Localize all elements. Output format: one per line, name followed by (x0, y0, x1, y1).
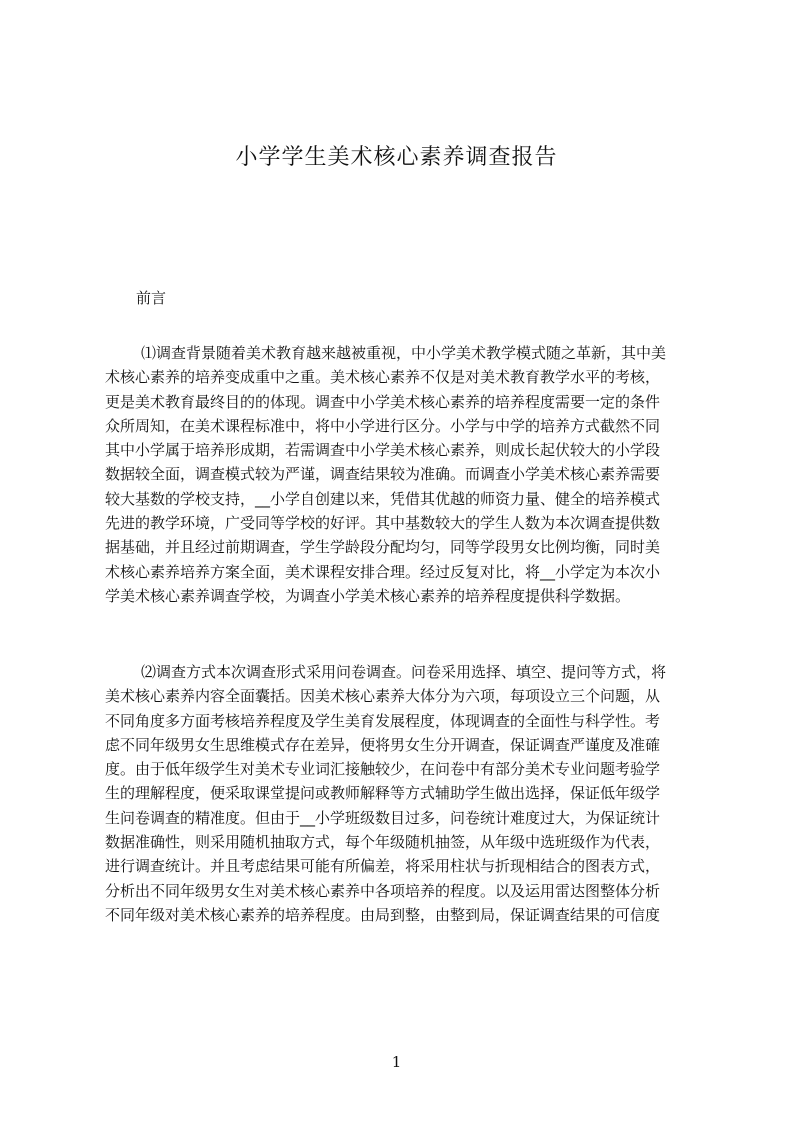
paragraph-line: 生的理解程度，便采取课堂提问或教师解释等方式辅助学生做出选择，保证低年级学 (105, 784, 661, 803)
paragraph-line: 众所周知，在美术课程标准中，将中小学进行区分。小学与中学的培养方式截然不同 (105, 416, 661, 435)
paragraph-line: 度。由于低年级学生对美术专业词汇接触较少，在问卷中有部分美术专业问题考验学 (105, 760, 661, 779)
paragraph-line: 术核心素养的培养变成重中之重。美术核心素养不仅是对美术教育教学水平的考核， (105, 368, 661, 387)
section-heading: 前言 (136, 289, 167, 307)
paragraph-line: 术核心素养培养方案全面，美术课程安排合理。经过反复对比，将__小学定为本次小 (105, 562, 661, 581)
page-number: 1 (391, 1053, 402, 1071)
document-title: 小学学生美术核心素养调查报告 (235, 145, 558, 170)
paragraph-line: 不同角度多方面考核培养程度及学生美育发展程度，体现调查的全面性与科学性。考 (105, 711, 661, 730)
paragraph-line: 生问卷调查的精准度。但由于__小学班级数目过多，问卷统计难度过大，为保证统计 (105, 808, 661, 827)
paragraph-line: 美术核心素养内容全面囊括。因美术核心素养大体分为六项，每项设立三个问题，从 (105, 687, 661, 706)
paragraph-line: 先进的教学环境，广受同等学校的好评。其中基数较大的学生人数为本次调查提供数 (105, 514, 661, 533)
paragraph-line: 其中小学属于培养形成期，若需调查中小学美术核心素养，则成长起伏较大的小学段 (105, 441, 661, 460)
paragraph-line: ⑴调查背景随着美术教育越来越被重视，中小学美术教学模式随之革新，其中美 (141, 344, 667, 362)
paragraph-line: 更是美术教育最终目的的体现。调查中小学美术核心素养的培养程度需要一定的条件 (105, 392, 661, 411)
paragraph-line: 据基础，并且经过前期调查，学生学龄段分配均匀，同等学段男女比例均衡，同时美 (105, 538, 661, 557)
paragraph-line: 不同年级对美术核心素养的培养程度。由局到整，由整到局，保证调查结果的可信度 (105, 905, 661, 924)
paragraph-line: 虑不同年级男女生思维模式存在差异，便将男女生分开调查，保证调查严谨度及准確 (105, 735, 661, 754)
paragraph-method (105, 660, 715, 927)
paragraph-line: 进行调查统计。并且考虑结果可能有所偏差，将采用柱状与折现相结合的图表方式， (105, 857, 661, 876)
paragraph-line: 数据较全面，调查模式较为严谨，调查结果较为准确。而调查小学美术核心素养需要 (105, 465, 661, 484)
paragraph-line: 分析出不同年级男女生对美术核心素养中各项培养的程度。以及运用雷达图整体分析 (105, 881, 661, 900)
paragraph-background (105, 341, 715, 608)
paragraph-line: 数据准确性，则采用随机抽取方式，每个年级随机抽签，从年级中选班级作为代表， (105, 833, 661, 852)
paragraph-line: 较大基数的学校支持，__小学自创建以来，凭借其优越的师资力量、健全的培养模式 (105, 489, 661, 508)
paragraph-line: ⑵调查方式本次调查形式采用问卷调查。问卷采用选择、填空、提问等方式，将 (141, 663, 667, 681)
paragraph-line: 学美术核心素养调查学校，为调查小学美术核心素养的培养程度提供科学数据。 (105, 586, 631, 605)
